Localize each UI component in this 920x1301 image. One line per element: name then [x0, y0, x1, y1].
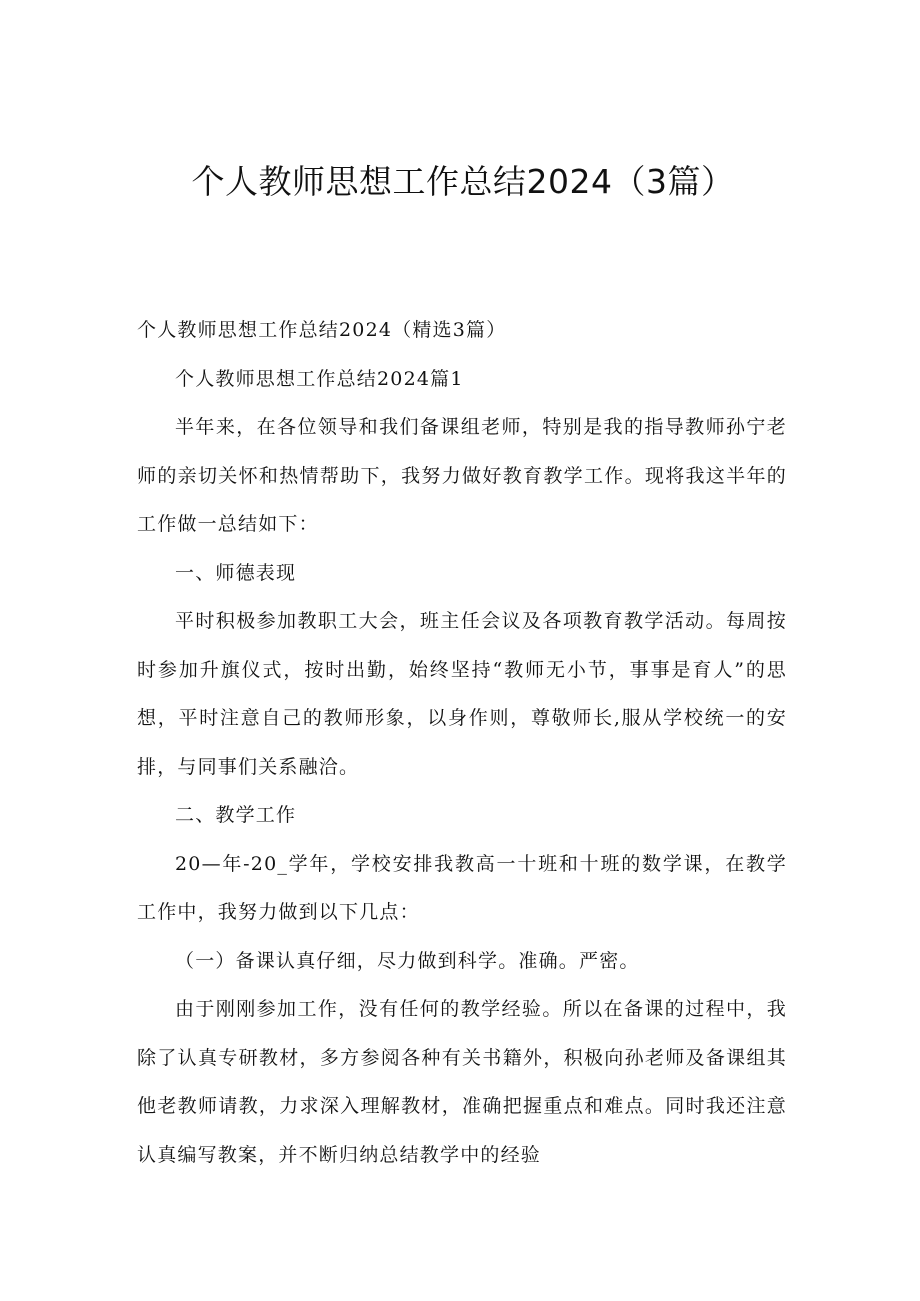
document-title: 个人教师思想工作总结2024（3篇）: [191, 162, 735, 201]
body-paragraph-teaching: 20—年-20_学年，学校安排我教高一十班和十班的数学课，在教学工作中，我努力做到以下几点：: [137, 852, 787, 923]
subsection-heading-lesson-prep: （一）备课认真仔细，尽力做到科学。准确。严密。: [175, 949, 640, 972]
body-paragraph-ethics: 平时积极参加教职工大会，班主任会议及各项教育教学活动。每周按时参加升旗仪式，按时出勤，始终坚持“教师无小节，事事是育人”的思想，平时注意自己的教师形象，以身作则，尊敬师长,服从学校统一的安排，与同事们关系融洽。: [137, 610, 787, 778]
section-heading-ethics: 一、师德表现: [175, 561, 297, 584]
subtitle-paragraph: 个人教师思想工作总结2024（精选3篇）: [137, 319, 507, 341]
section-heading-part1: 个人教师思想工作总结2024篇1: [175, 367, 464, 390]
body-paragraph-lesson-prep: 由于刚刚参加工作，没有任何的教学经验。所以在备课的过程中，我除了认真专研教材，多方参阅各种有关书籍外，积极向孙老师及备课组其他老教师请教，力求深入理解教材，准确把握重点和难点。同时我还注意认真编写教案，并不断归纳总结教学中的经验: [137, 998, 787, 1166]
section-heading-teaching: 二、教学工作: [175, 804, 297, 826]
body-paragraph-intro: 半年来，在各位领导和我们备课组老师，特别是我的指导教师孙宁老师的亲切关怀和热情帮助下，我努力做好教育教学工作。现将我这半年的工作做一总结如下：: [137, 416, 787, 535]
document-body: [137, 306, 787, 1179]
